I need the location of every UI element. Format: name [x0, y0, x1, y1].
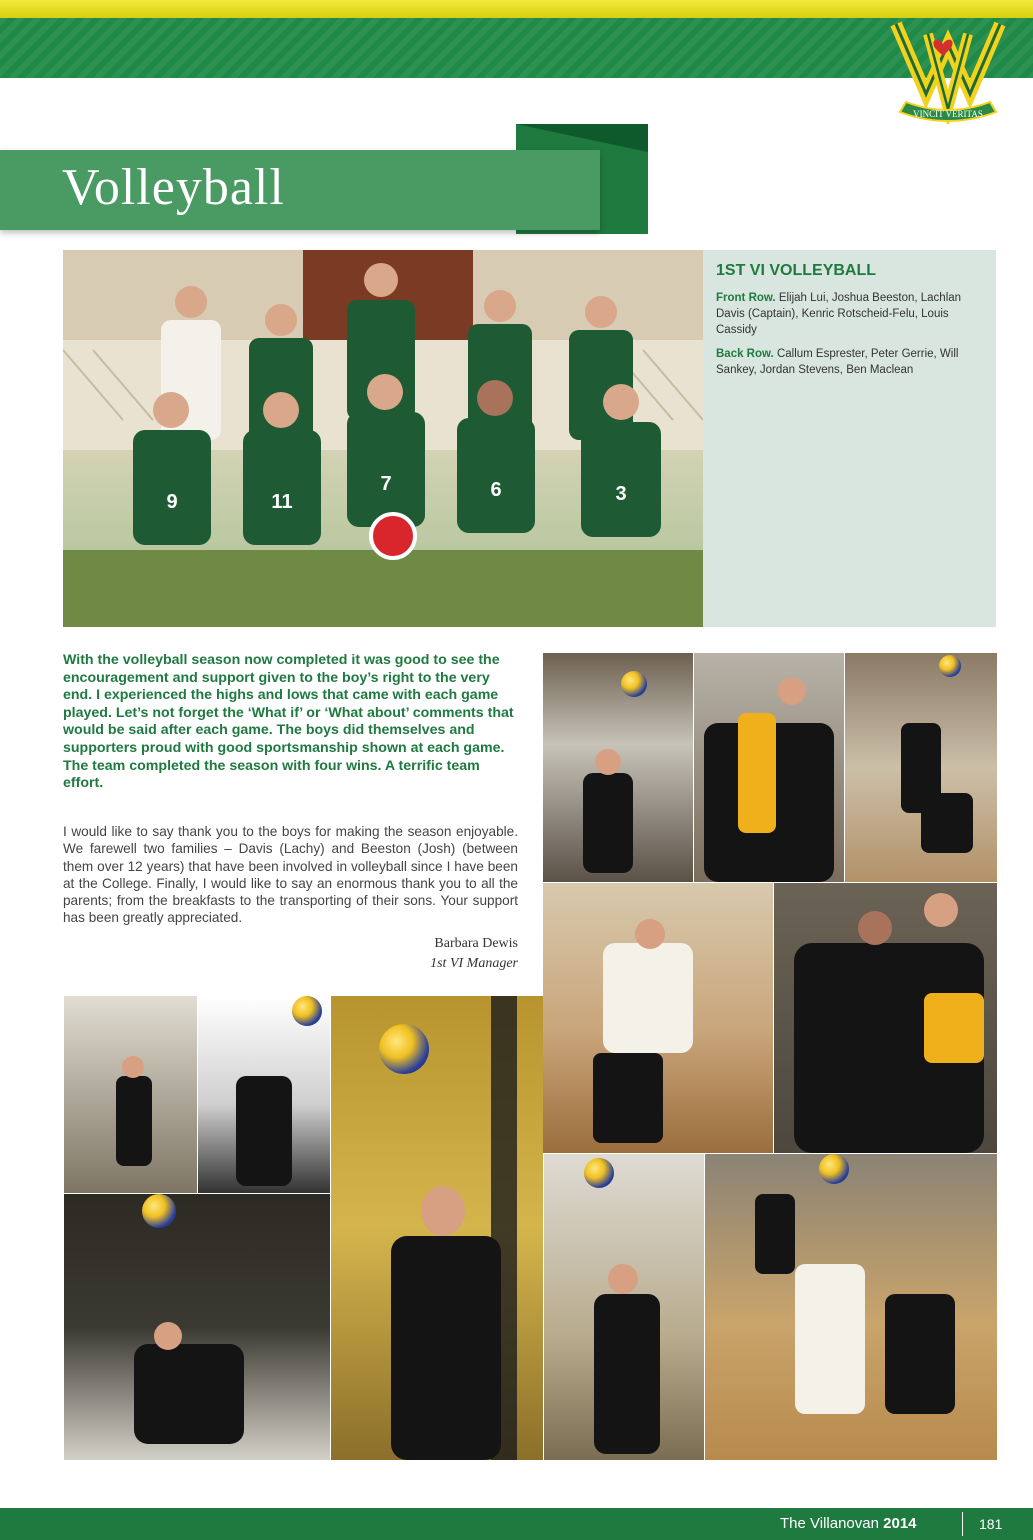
volleyball-icon	[292, 996, 322, 1026]
volleyball-icon	[939, 655, 961, 677]
action-photo	[543, 883, 773, 1153]
jersey-number: 3	[615, 483, 627, 505]
page-number: 181	[979, 1516, 1003, 1532]
author-name: Barbara Dewis	[434, 936, 518, 951]
back-row-label: Back Row.	[716, 348, 774, 360]
team-photo-illustration	[63, 250, 703, 627]
action-photo	[845, 653, 997, 882]
volleyball-icon	[584, 1158, 614, 1188]
action-photo	[543, 653, 693, 882]
action-photo	[694, 653, 844, 882]
volleyball-icon	[142, 1194, 176, 1228]
publication-name: The Villanovan	[780, 1515, 879, 1532]
front-row-names: Elijah Lui, Joshua Beeston, Lachlan Davis (Captain), Kenric Rotscheid-Felu, Louis Cassidy	[716, 292, 962, 336]
header-yellow-stripe	[0, 0, 1033, 18]
jersey-number: 11	[271, 491, 293, 513]
action-photo	[705, 1154, 997, 1460]
action-photo	[198, 996, 330, 1193]
title-banner-fold	[516, 124, 648, 152]
footer-divider	[962, 1512, 963, 1536]
jersey-number: 9	[166, 491, 178, 513]
action-photo	[64, 1194, 330, 1460]
article-lead: With the volleyball season now completed it was good to see the encouragement and support given to the boy’s right to the very end. I experienced the highs and lows that came with each game played. Let’s not forget the ‘What if’ or ‘What about’ comments that would be said after each game. The boys did themselves and supporters proud with good sportsmanship shown at each game. The team completed the season with four wins. A terrific team effort.	[63, 652, 514, 792]
article-body: I would like to say thank you to the boys for making the season enjoyable. We farewell two families – Davis (Lachy) and Beeston (Josh) (between them over 12 years) that have been involved in volleyball since I have been at the College. Finally, I would like to say an enormous thank you to all the parents; from the breakfasts to the transporting of their sons. Your support has been greatly appreciated.	[63, 824, 518, 926]
front-row-label: Front Row.	[716, 292, 776, 304]
header-green-band	[0, 18, 1033, 78]
team-photo	[63, 250, 703, 627]
back-row-names: Callum Esprester, Peter Gerrie, Will Sankey, Jordan Stevens, Ben Maclean	[716, 348, 959, 376]
header-divider	[0, 78, 1033, 82]
school-crest-logo	[888, 14, 1008, 124]
volleyball-icon	[621, 671, 647, 697]
jersey-number: 6	[490, 479, 502, 501]
back-row-caption	[716, 346, 978, 378]
action-photo	[774, 883, 997, 1153]
author-role: 1st VI Manager	[430, 956, 518, 971]
footer-publication	[780, 1515, 917, 1532]
team-caption-box	[703, 250, 996, 627]
page-title: Volleyball	[62, 159, 285, 216]
action-photo	[64, 996, 197, 1193]
svg-text:VINCIT VERITAS: VINCIT VERITAS	[913, 109, 983, 119]
action-photo	[331, 996, 543, 1460]
volleyball-icon	[379, 1024, 429, 1074]
publication-year: 2014	[883, 1515, 917, 1532]
action-photo	[544, 1154, 704, 1460]
jersey-number: 7	[380, 473, 392, 495]
volleyball-icon	[819, 1154, 849, 1184]
caption-heading: 1ST VI VOLLEYBALL	[716, 262, 877, 279]
front-row-caption	[716, 290, 978, 338]
